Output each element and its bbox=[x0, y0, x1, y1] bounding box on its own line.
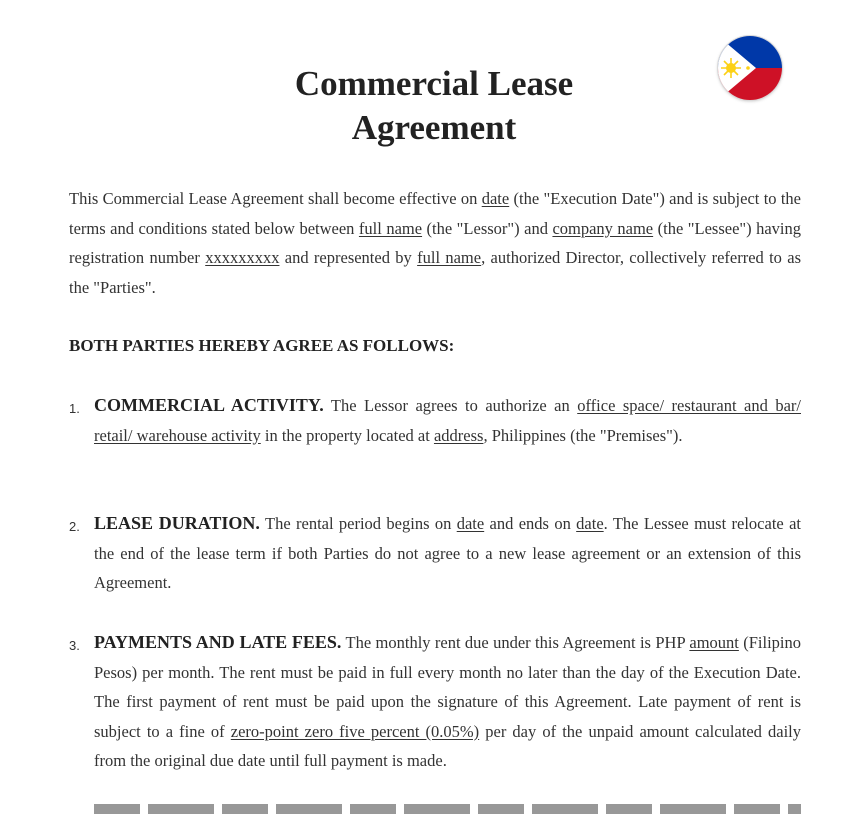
intro-text: and represented by bbox=[279, 248, 418, 267]
activity-type-field: office space/ restaurant and bar/ retail/ warehouse activity bbox=[94, 396, 801, 445]
director-name-field: full name bbox=[417, 248, 482, 267]
clause-lease-duration bbox=[69, 509, 801, 598]
cut-off-text-fragment bbox=[94, 804, 801, 814]
intro-text: (the "Lessor") and bbox=[422, 218, 553, 238]
registration-number-field: xxxxxxxxx bbox=[205, 248, 280, 267]
clause-body: . The Lessee must relocate at the end of the lease term if both Parties do not agree to a new lease agreement or an extension of this Agreement. bbox=[94, 514, 801, 592]
clause-title: COMMERCIAL ACTIVITY. bbox=[94, 395, 324, 415]
clause-body: in the property located at bbox=[260, 425, 434, 445]
title-line-1: Commercial Lease bbox=[294, 64, 574, 103]
end-date-field: date bbox=[576, 514, 604, 533]
intro-paragraph bbox=[69, 184, 801, 302]
clause-body: The Lessor agrees to authorize an bbox=[323, 396, 578, 415]
company-name-field: company name bbox=[552, 218, 654, 238]
clause-number: 3. bbox=[69, 638, 80, 653]
address-field: address bbox=[433, 425, 484, 445]
clause-body: The rental period begins on bbox=[259, 514, 457, 533]
clause-text bbox=[94, 391, 801, 450]
intro-text: (the "Execution Date") and is subject to the terms and conditions stated below between bbox=[69, 189, 802, 238]
rent-amount-field: amount bbox=[689, 633, 739, 652]
clause-body: per day of the unpaid amount calculated daily from the original due date until full payment is made. bbox=[94, 721, 801, 770]
clause-body: and ends on bbox=[484, 514, 577, 533]
clause-text bbox=[94, 509, 801, 598]
clause-body: (Filipino Pesos) per month. The rent must be paid in full every month no later than the day of the Execution Date. The first payment of rent must be paid upon the signature of this Agreement. Late payment of rent is subject to a fine of bbox=[94, 633, 801, 741]
cut-off-next-clause bbox=[94, 800, 801, 820]
start-date-field: date bbox=[456, 514, 485, 533]
clause-commercial-activity bbox=[69, 391, 801, 450]
clause-text bbox=[94, 628, 801, 776]
agree-heading: BOTH PARTIES HEREBY AGREE AS FOLLOWS: bbox=[69, 336, 455, 355]
execution-date-field: date bbox=[481, 189, 510, 208]
title-line-2: Agreement bbox=[351, 108, 517, 147]
clause-body: The monthly rent due under this Agreement is PHP bbox=[341, 633, 690, 652]
page-title bbox=[0, 62, 868, 150]
late-fee-rate-field: zero-point zero five percent (0.05%) bbox=[230, 721, 480, 741]
clause-body: , Philippines (the "Premises"). bbox=[483, 425, 683, 445]
lessor-name-field: full name bbox=[358, 218, 423, 238]
intro-text: This Commercial Lease Agreement shall become effective on bbox=[69, 189, 482, 208]
clause-title: LEASE DURATION. bbox=[94, 513, 260, 533]
clause-number: 2. bbox=[69, 519, 80, 534]
clause-title: PAYMENTS AND LATE FEES. bbox=[94, 632, 342, 652]
clause-payments-late-fees bbox=[69, 628, 801, 776]
intro-text: , authorized Director, collectively referred to as the "Parties". bbox=[69, 248, 802, 297]
clause-number: 1. bbox=[69, 401, 80, 416]
intro-text: (the "Lessee") having registration number bbox=[69, 218, 802, 267]
